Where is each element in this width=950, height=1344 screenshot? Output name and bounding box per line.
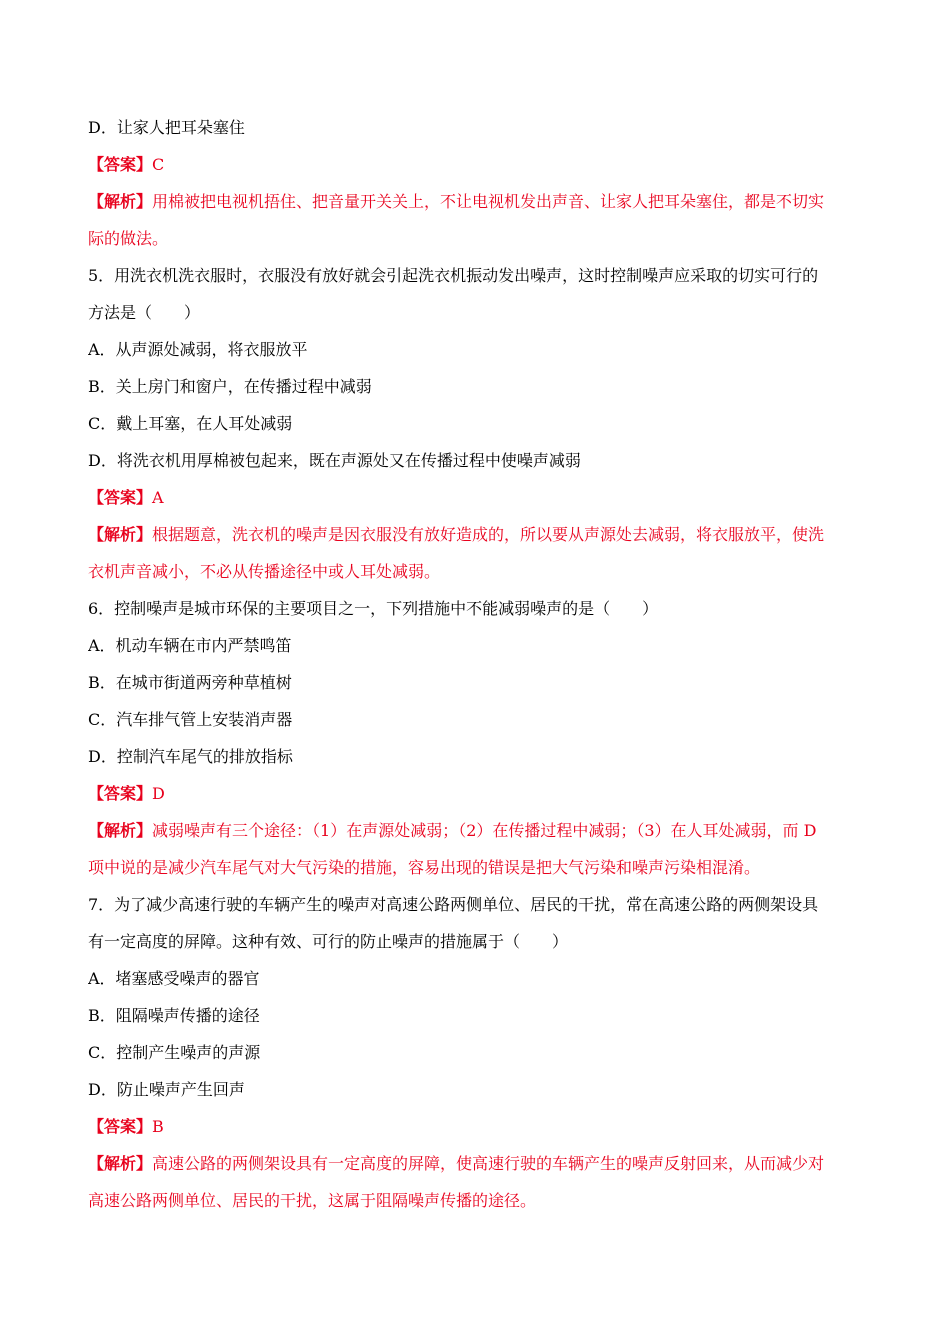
q6-option-b: B．在城市街道两旁种草植树 (88, 673, 292, 692)
answer-label: 【答案】 (88, 784, 153, 803)
q5-stem-line1: 5．用洗衣机洗衣服时，衣服没有放好就会引起洗衣机振动发出噪声，这时控制噪声应采取的切实可行的 (88, 266, 819, 285)
q6-answer (88, 784, 868, 804)
analysis-label: 【解析】 (88, 1154, 153, 1173)
q4-analysis-line2: 际的做法。 (88, 229, 169, 248)
q7-analysis-line2: 高速公路两侧单位、居民的干扰，这属于阻隔噪声传播的途径。 (88, 1191, 537, 1210)
q6-option-c: C．汽车排气管上安装消声器 (88, 710, 293, 729)
q6-analysis-line2: 项中说的是减少汽车尾气对大气污染的措施，容易出现的错误是把大气污染和噪声污染相混淆。 (88, 858, 761, 877)
q5-analysis-line2: 衣机声音减小，不必从传播途径中或人耳处减弱。 (88, 562, 441, 581)
q7-stem-line2: 有一定高度的屏障。这种有效、可行的防止噪声的措施属于（ ） (88, 932, 569, 951)
q5-analysis-line1 (88, 525, 868, 545)
answer-value: A (152, 488, 164, 507)
answer-label: 【答案】 (88, 488, 153, 507)
q5-option-a: A．从声源处减弱，将衣服放平 (88, 340, 308, 359)
q7-option-b: B．阻隔噪声传播的途径 (88, 1006, 260, 1025)
q5-option-d: D．将洗衣机用厚棉被包起来，既在声源处又在传播过程中使噪声减弱 (88, 451, 581, 470)
q4-analysis-line1 (88, 192, 868, 212)
analysis-label: 【解析】 (88, 821, 153, 840)
analysis-label: 【解析】 (88, 525, 153, 544)
answer-label: 【答案】 (88, 155, 153, 174)
q4-answer (88, 155, 868, 175)
q5-option-c: C．戴上耳塞，在人耳处减弱 (88, 414, 293, 433)
answer-label: 【答案】 (88, 1117, 153, 1136)
analysis-text: 高速公路的两侧架设具有一定高度的屏障，使高速行驶的车辆产生的噪声反射回来，从而减少对 (152, 1154, 825, 1173)
q4-option-d: D．让家人把耳朵塞住 (88, 118, 245, 137)
answer-value: D (152, 784, 165, 803)
q7-answer (88, 1117, 868, 1137)
answer-value: B (152, 1117, 164, 1136)
analysis-text: 减弱噪声有三个途径：（1）在声源处减弱；（2）在传播过程中减弱；（3）在人耳处减弱，而 D (152, 821, 817, 840)
q6-option-a: A．机动车辆在市内严禁鸣笛 (88, 636, 292, 655)
q6-analysis-line1 (88, 821, 868, 841)
q7-stem-line1: 7．为了减少高速行驶的车辆产生的噪声对高速公路两侧单位、居民的干扰，常在高速公路的两侧架设具 (88, 895, 819, 914)
q7-option-d: D．防止噪声产生回声 (88, 1080, 245, 1099)
analysis-text: 根据题意，洗衣机的噪声是因衣服没有放好造成的，所以要从声源处去减弱，将衣服放平，使洗 (152, 525, 825, 544)
answer-value: C (152, 155, 165, 174)
analysis-label: 【解析】 (88, 192, 153, 211)
q6-option-d: D．控制汽车尾气的排放指标 (88, 747, 293, 766)
q6-stem-line1: 6．控制噪声是城市环保的主要项目之一，下列措施中不能减弱噪声的是（ ） (88, 599, 659, 618)
q5-answer (88, 488, 868, 508)
q5-option-b: B．关上房门和窗户，在传播过程中减弱 (88, 377, 372, 396)
q7-analysis-line1 (88, 1154, 868, 1174)
q5-stem-line2: 方法是（ ） (88, 303, 201, 322)
analysis-text: 用棉被把电视机捂住、把音量开关关上，不让电视机发出声音、让家人把耳朵塞住，都是不切实 (152, 192, 825, 211)
q7-option-c: C．控制产生噪声的声源 (88, 1043, 261, 1062)
q7-option-a: A．堵塞感受噪声的器官 (88, 969, 260, 988)
